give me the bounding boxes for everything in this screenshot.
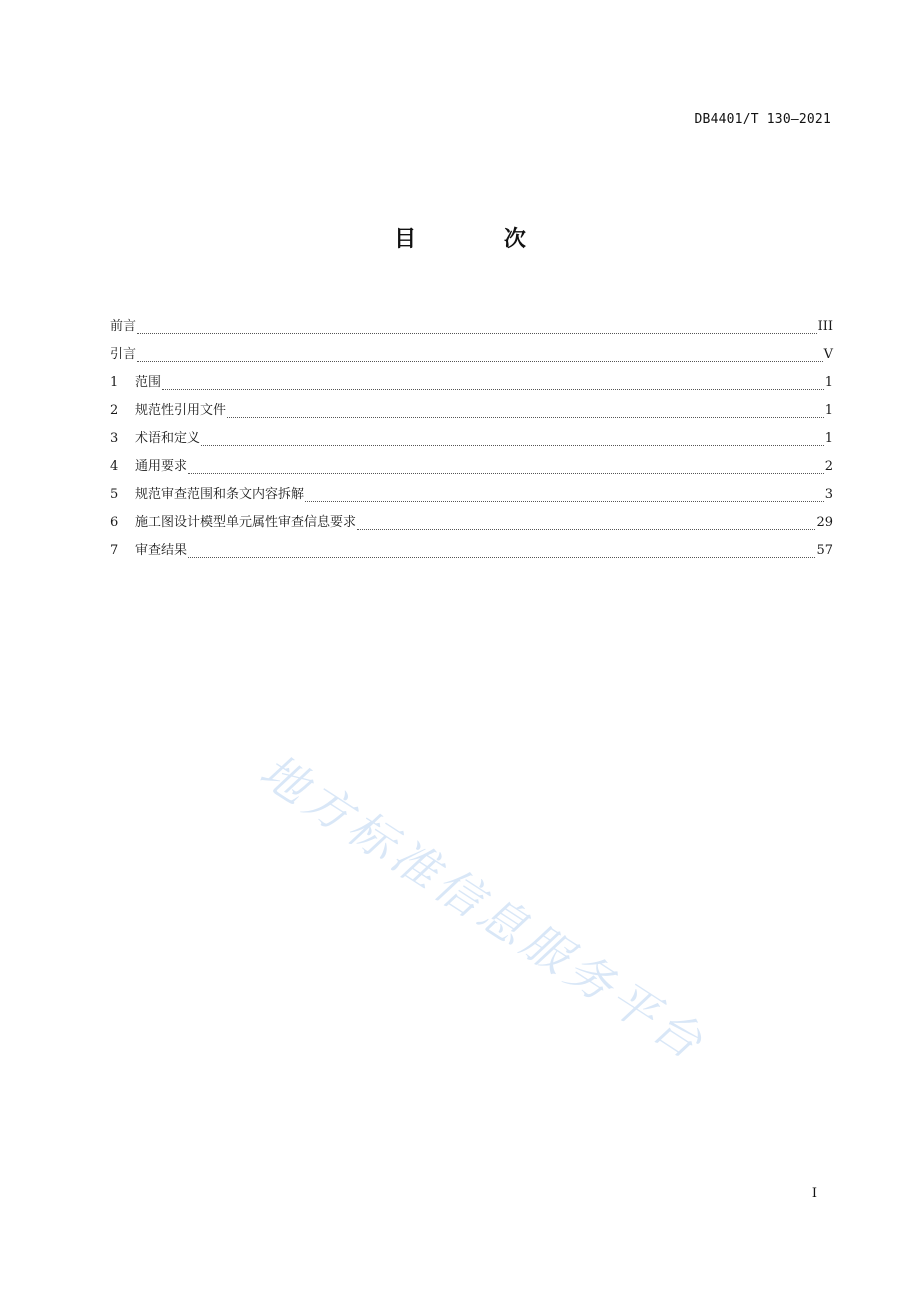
toc-entry-page: 1 xyxy=(824,431,833,446)
toc-entry-label: 规范审查范围和条文内容拆解 xyxy=(135,487,305,502)
toc-entry-label: 通用要求 xyxy=(135,459,188,474)
toc-entry-page: 3 xyxy=(824,487,833,502)
dot-leader xyxy=(188,460,824,474)
dot-leader xyxy=(137,320,817,334)
dot-leader xyxy=(357,516,815,530)
toc-entry-number: 4 xyxy=(110,459,119,474)
toc-entry-label: 术语和定义 xyxy=(135,431,201,446)
toc-entry-label: 审查结果 xyxy=(135,543,188,558)
toc-entry-scope[interactable] xyxy=(110,373,833,401)
document-code: DB4401/T 130—2021 xyxy=(694,112,831,127)
dot-leader xyxy=(305,488,824,502)
dot-leader xyxy=(201,432,824,446)
toc-entry-page: 29 xyxy=(816,515,833,530)
toc-entry-number: 1 xyxy=(110,375,119,390)
toc-entry-page: 57 xyxy=(816,543,833,558)
toc-entry-page: 2 xyxy=(824,459,833,474)
toc-title: 目 次 xyxy=(394,227,566,252)
toc-entry-label: 引言 xyxy=(110,347,137,362)
toc-entry-number: 6 xyxy=(110,515,119,530)
toc-entry-number: 2 xyxy=(110,403,119,418)
toc-entry-label: 前言 xyxy=(110,319,137,334)
toc-entry-label: 施工图设计模型单元属性审查信息要求 xyxy=(135,515,357,530)
watermark: 地方标准信息服务平台 xyxy=(250,743,717,1072)
dot-leader xyxy=(188,544,815,558)
toc-entry-number: 3 xyxy=(110,431,119,446)
toc-entry-label: 范围 xyxy=(135,375,162,390)
toc-entry-introduction[interactable] xyxy=(110,345,833,373)
toc-entry-terms-definitions[interactable] xyxy=(110,429,833,457)
dot-leader xyxy=(162,376,824,390)
toc-entry-page: 1 xyxy=(824,375,833,390)
toc-entry-review-results[interactable] xyxy=(110,541,833,569)
dot-leader xyxy=(227,404,824,418)
toc-entry-page: V xyxy=(823,347,833,362)
toc-entry-normative-references[interactable] xyxy=(110,401,833,429)
page-number: I xyxy=(811,1186,817,1201)
toc-entry-number: 7 xyxy=(110,543,119,558)
toc-entry-number: 5 xyxy=(110,487,119,502)
toc-entry-page: III xyxy=(817,319,833,334)
toc-entry-label: 规范性引用文件 xyxy=(135,403,227,418)
toc-entry-model-unit-attributes[interactable] xyxy=(110,513,833,541)
toc-entry-review-scope[interactable] xyxy=(110,485,833,513)
table-of-contents xyxy=(110,317,833,569)
toc-entry-foreword[interactable] xyxy=(110,317,833,345)
toc-entry-general-requirements[interactable] xyxy=(110,457,833,485)
dot-leader xyxy=(137,348,823,362)
toc-entry-page: 1 xyxy=(824,403,833,418)
